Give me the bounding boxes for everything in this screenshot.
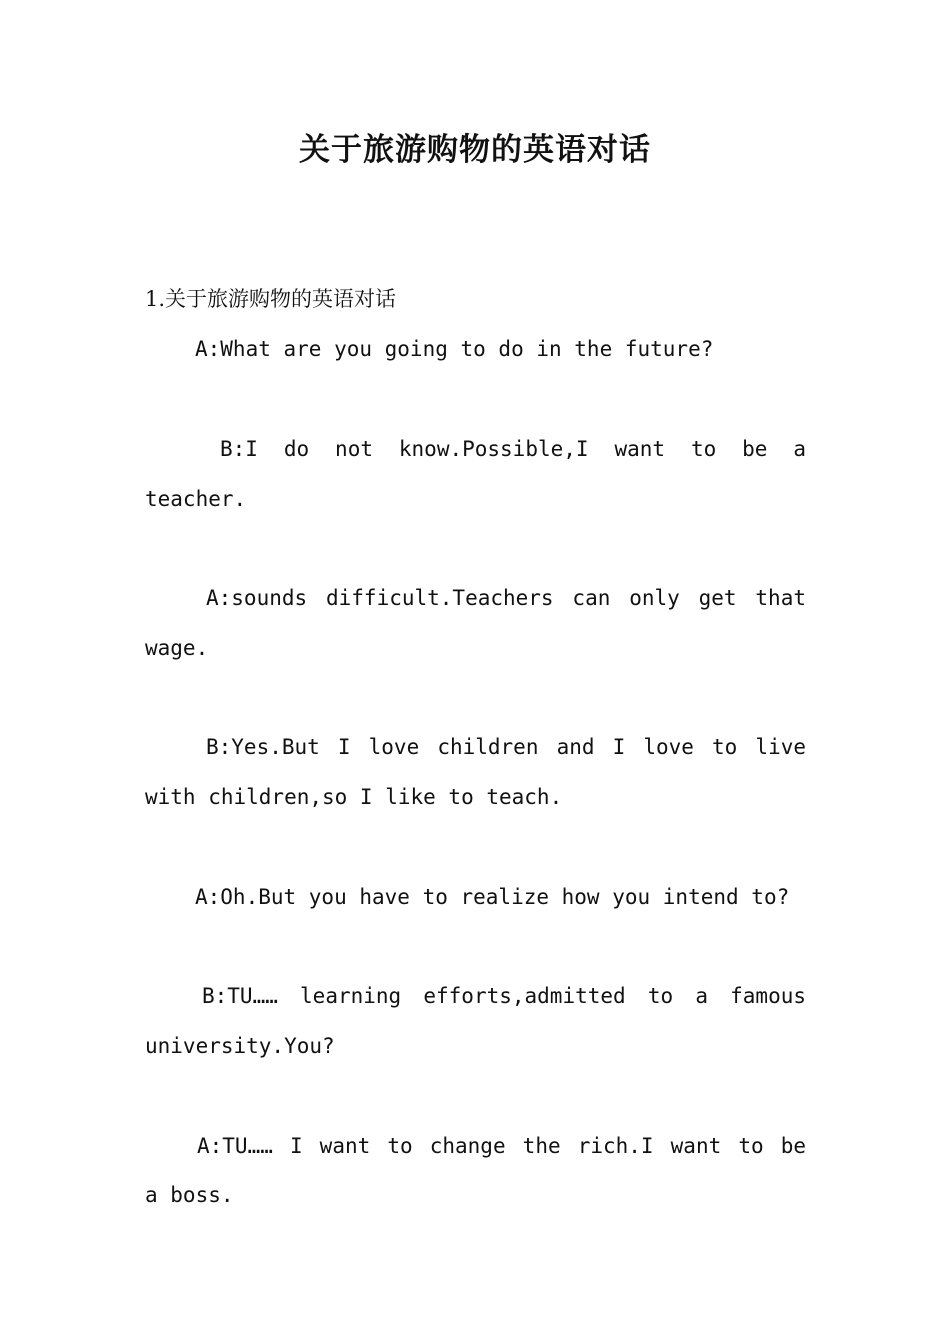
section-heading: 1.关于旅游购物的英语对话 (145, 287, 397, 311)
dialogue-line: B:Yes.But I love children and I love to live (206, 735, 806, 759)
dialogue-line: a boss. (145, 1183, 234, 1207)
dialogue-line: wage. (145, 636, 209, 660)
dialogue-line: A:sounds difficult.Teachers can only get that (206, 586, 806, 610)
document-title: 关于旅游购物的英语对话 (299, 132, 651, 168)
dialogue-line: B:TU…… learning efforts,admitted to a famous (202, 984, 806, 1008)
dialogue-line: teacher. (145, 487, 247, 511)
dialogue-line: A:TU…… I want to change the rich.I want to be (197, 1134, 806, 1158)
dialogue-line: university.You? (145, 1034, 335, 1058)
dialogue-line: A:What are you going to do in the future? (195, 337, 714, 361)
dialogue-line: A:Oh.But you have to realize how you intend to? (195, 885, 790, 909)
dialogue-line: with children,so I like to teach. (145, 785, 563, 809)
dialogue-line: B:I do not know.Possible,I want to be a (220, 437, 806, 461)
